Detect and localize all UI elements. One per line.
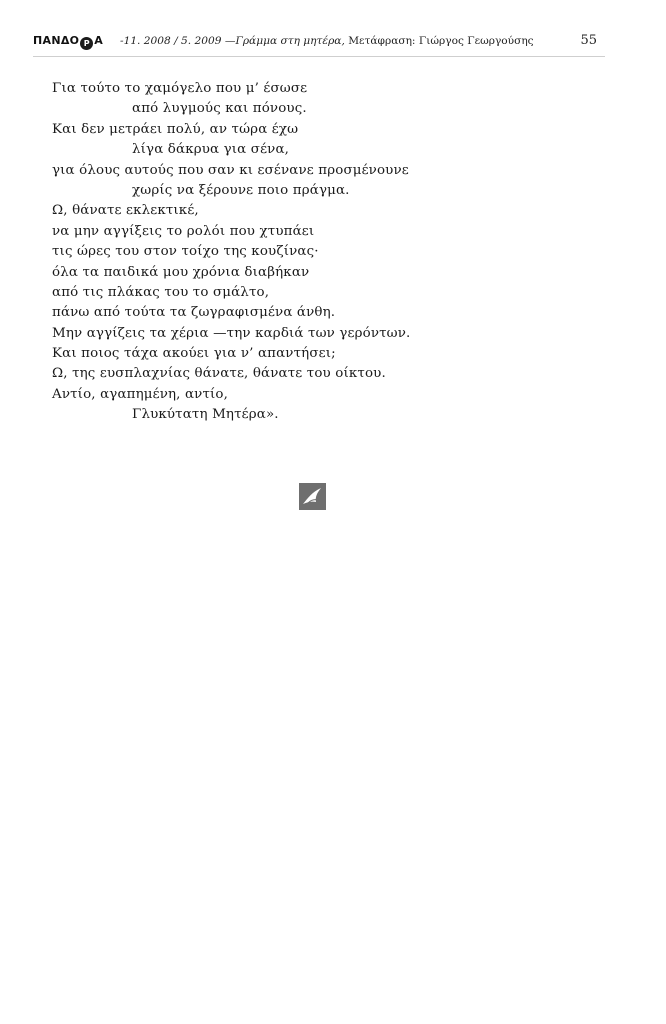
logo-mark-icon: Ρ <box>80 37 93 50</box>
logo-text-right: Α <box>94 34 104 47</box>
logo-text-left: ΠΑΝΔΟ <box>33 34 80 47</box>
bird-wing-ornament-icon <box>299 483 326 510</box>
ornament-graphic <box>299 483 326 510</box>
poem-line: πάνω από τούτα τα ζωγραφισμένα άνθη. <box>52 305 336 321</box>
poem-line: από λυγμούς και πόνους. <box>132 101 307 117</box>
poem-line: να μην αγγίξεις το ρολόι που χτυπάει <box>52 223 315 239</box>
running-head-text <box>120 35 534 47</box>
poem-line: Και δεν μετράει πολύ, αν τώρα έχω <box>52 121 299 137</box>
poem-line: Μην αγγίζεις τα χέρια —την καρδιά των γερόντων. <box>52 325 411 341</box>
poem-line: Και ποιος τάχα ακούει για ν’ απαντήσει; <box>52 346 336 362</box>
page-number: 55 <box>580 33 597 48</box>
poem-line: Γλυκύτατη Μητέρα». <box>132 407 279 423</box>
poem-line: για όλους αυτούς που σαν κι εσένανε προσμένουνε <box>52 162 409 178</box>
poem-line: χωρίς να ξέρουνε ποιο πράγμα. <box>132 182 350 198</box>
poem-line: Για τούτο το χαμόγελο που μ’ έσωσε <box>52 81 308 96</box>
issue-range: -11. 2008 / 5. 2009 <box>120 35 222 47</box>
journal-logo <box>33 34 103 50</box>
running-header <box>33 30 605 57</box>
header-dash: — <box>224 35 236 47</box>
poem-body <box>52 79 612 426</box>
poem-line: από τις πλάκας του το σμάλτο, <box>52 284 270 300</box>
translation-credit: Μετάφραση: Γιώργος Γεωργούσης <box>348 35 534 47</box>
poem-line: τις ώρες του στον τοίχο της κουζίνας· <box>52 244 319 260</box>
poem-line: Ω, θάνατε εκλεκτικέ, <box>52 203 199 219</box>
poem-line: Ω, της ευσπλαχνίας θάνατε, θάνατε του οίκτου. <box>52 366 386 382</box>
poem-line: όλα τα παιδικά μου χρόνια διαβήκαν <box>52 264 310 280</box>
article-title: Γράμμα στη μητέρα, <box>235 35 345 47</box>
poem-line: Αντίο, αγαπημένη, αντίο, <box>52 386 229 402</box>
poem-line: λίγα δάκρυα για σένα, <box>132 142 290 158</box>
